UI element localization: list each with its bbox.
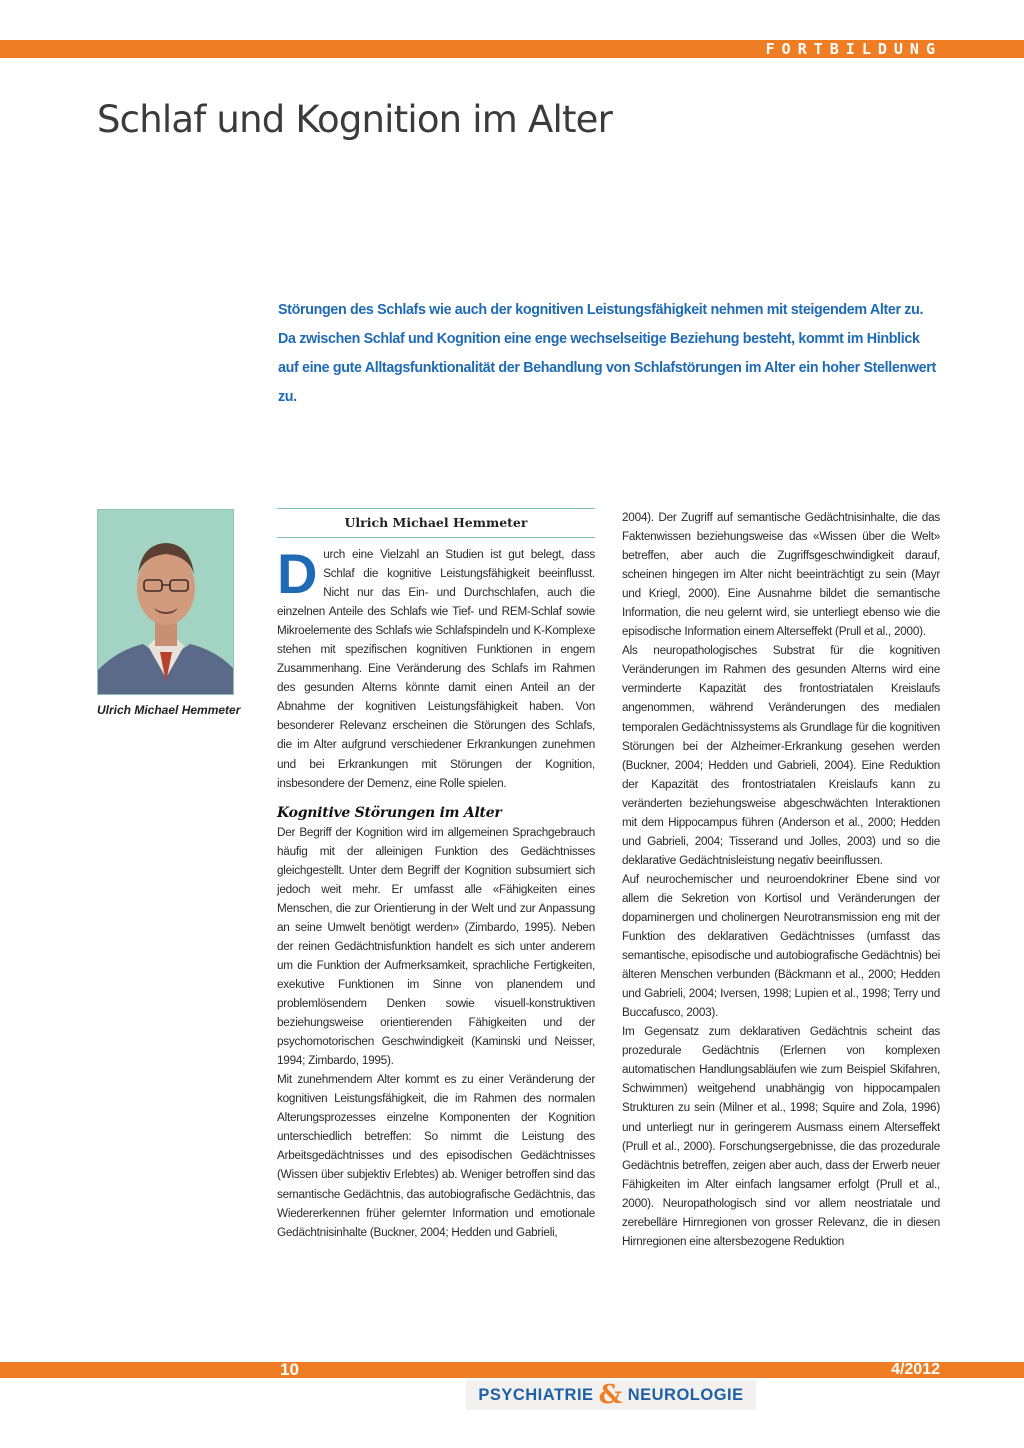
text-column-left xyxy=(277,542,595,1242)
author-byline: Ulrich Michael Hemmeter xyxy=(277,508,595,538)
body-paragraph: Als neuropathologisches Substrat für die kognitiven Veränderungen im Rahmen des gesunden Alterns wird eine verminderte Kapazität des frontostriatalen Kreislaufs angenommen, während Veränderungen des medialen temporalen Gedächtnissystems als Grundlage für die kognitiven Störungen bei der Alzheimer-Erkrankung gesehen werden (Buckner, 2004; Hedden und Gabrieli, 2004). Eine Reduktion der Kapazität des frontostriatalen Kreislaufs kann zu veränderten beziehungsweise abgeschwächten Interaktionen mit dem Hippocampus führen (Anderson et al., 2000; Hedden und Gabrieli, 2004; Tisserand und Jolles, 2003) und so die deklarative Gedächtnisleistung negativ beeinflussen. xyxy=(622,644,940,867)
footer-bar xyxy=(0,1362,1024,1378)
body-paragraph: Auf neurochemischer und neuroendokriner Ebene sind vor allem die Sekretion von Kortisol und Veränderungen der dopaminergen und cholinergen Neurotransmission eng mit der Funktion des deklarativen Gedächtnisses (umfasst das semantische, episodische und autobiografische Gedächtnis) bei älteren Menschen verbunden (Bäckmann et al., 2000; Hedden und Gabrieli, 2004; Iversen, 1998; Lupien et al., 1998; Terry und Buccafusco, 2003). xyxy=(622,872,940,1020)
article-title: Schlaf und Kognition im Alter xyxy=(97,98,613,141)
body-paragraph: Der Begriff der Kognition wird im allgemeinen Sprachgebrauch häufig mit der alleinigen Funktion des Gedächtnisses gleichgestellt. Unter dem Begriff der Kognition subsumiert sich jedoch weit mehr. Er umfasst alle «Fähigkeiten eines Menschen, die zur Orientierung in der Welt und zur Anpassung an seine Umwelt benötigt werden» (Zimbardo, 1995). Neben der reinen Gedächtnisfunktion handelt es sich unter anderem um die Funktion der Aufmerksamkeit, sprachliche Fertigkeiten, exekutive Funktionen im Sinne von planendem und problemlösendem Denken sowie visuell-konstruktiven beziehungsweise orientierenden Fähigkeiten und der psychomotorischen Geschwindigkeit (Kaminski und Neisser, 1994; Zimbardo, 1995). xyxy=(277,825,595,1068)
section-label: FORTBILDUNG xyxy=(765,40,942,58)
drop-cap: D xyxy=(277,542,318,605)
journal-name-right: NEUROLOGIE xyxy=(627,1386,744,1404)
text-column-right xyxy=(622,508,940,1251)
body-paragraph: Im Gegensatz zum deklarativen Gedächtnis scheint das prozedurale Gedächtnis (Erlernen von komplexen automatischen Handlungsabläufen wie zum Beispiel Skifahren, Schwimmen) weitgehend unabhängig von hippocampalen Strukturen zu sein (Milner et al., 1998; Squire and Zola, 1996) und unterliegt nur in geringerem Ausmass einem Alterseffekt (Prull et al., 2000). Forschungsergebnisse, die das prozedurale Gedächtnis betreffen, zeigen aber auch, dass der Erwerb neuer Fähigkeiten im Alter einfach langsamer erfolgt (Prull et al., 2000). Neuropathologisch sind vor allem neostriatale und zerebelläre Hirnregionen von grosser Relevanz, die in diesen Hirnregionen eine altersbezogene Reduktion xyxy=(622,1025,940,1248)
page-number: 10 xyxy=(280,1360,299,1379)
header-bar xyxy=(0,40,1024,58)
author-photo xyxy=(97,509,234,695)
journal-name-left: PSYCHIATRIE xyxy=(478,1386,594,1404)
intro-text: urch eine Vielzahl an Studien ist gut belegt, dass Schlaf die kognitive Leistungsfähigkeit beeinflusst. Nicht nur das Ein- und Durchschlafen, auch die einzelnen Anteile des Schlafs wie Tief- und REM-Schlaf sowie Mikroelemente des Schlafs wie Schlafspindeln und K-Komplexe stehen mit spezifischen kognitiven Funktionen in engem Zusammenhang. Eine Veränderung des Schlafs im Rahmen des gesunden Alterns könnte damit einen Anteil an der Abnahme der kognitiven Leistungsfähigkeit haben. Von besonderer Relevanz erscheinen die Störungen des Schlafs, die im Alter aufgrund verschiedener Erkrankungen zunehmen und bei Erkrankungen mit Störungen der Kognition, insbesondere der Demenz, eine Rolle spielen. xyxy=(277,548,595,790)
journal-ampersand: & xyxy=(598,1380,623,1410)
portrait-image xyxy=(98,510,234,695)
photo-caption: Ulrich Michael Hemmeter xyxy=(97,703,241,717)
body-paragraph: Mit zunehmendem Alter kommt es zu einer Veränderung der kognitiven Leistungsfähigkeit, die im Rahmen des normalen Alterungsprozesses einzelne Komponenten der Kognition unterschiedlich betreffen: So nimmt die Leistung des Arbeitsgedächtnisses und des episodischen Gedächtnisses (Wissen über subjektiv Erlebtes) ab. Weniger betroffen sind das semantische Gedächtnis, das autobiografische Gedächtnis, das Wiedererkennen früher gelernter Information und emotionale Gedächtnisinhalte (Buckner, 2004; Hedden und Gabrieli, xyxy=(277,1073,595,1239)
body-paragraph: 2004). Der Zugriff auf semantische Gedächtnisinhalte, die das Faktenwissen beziehungsweise das «Wissen über die Welt» betreffen, aber auch die Zugriffsgeschwindigkeit darauf, scheinen hingegen im Alter nicht beeinträchtigt zu sein (Mayr und Kriegl, 2000). Eine Ausnahme bildet die semantische Information, die neu gelernt wird, sie unterliegt ebenso wie die episodische Information einem Alterseffekt (Prull et al., 2000). xyxy=(622,511,940,639)
article-lead: Störungen des Schlafs wie auch der kognitiven Leistungsfähigkeit nehmen mit steigendem Alter zu. Da zwischen Schlaf und Kognition eine enge wechselseitige Beziehung besteht, kommt im Hinblick auf eine gute Alltagsfunktionalität der Behandlung von Schlafstörungen im Alter ein hoher Stellenwert zu. xyxy=(278,302,936,405)
issue-number: 4/2012 xyxy=(891,1361,940,1378)
intro-paragraph xyxy=(277,542,595,793)
journal-logo xyxy=(466,1380,756,1410)
section-heading: Kognitive Störungen im Alter xyxy=(277,804,502,821)
